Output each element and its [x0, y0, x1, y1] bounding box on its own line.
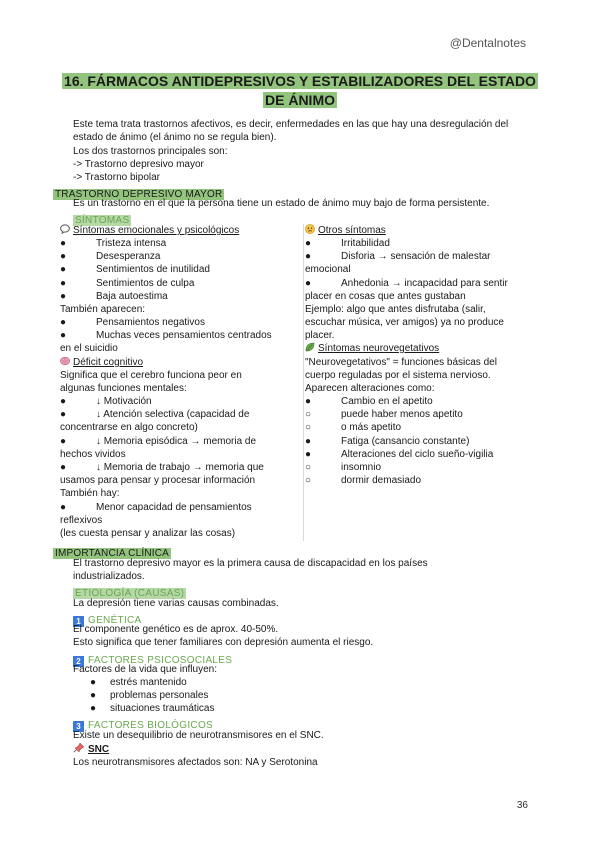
- worried-face-icon: [305, 224, 315, 234]
- emocionales-title: Síntomas emocionales y psicológicos: [60, 224, 239, 237]
- column-divider: [303, 224, 304, 541]
- list-item: ● Pensamientos negativos: [60, 317, 205, 328]
- page-title-line2: DE ÁNIMO: [265, 92, 335, 108]
- sub-list-item: ○ o más apetito: [305, 422, 402, 433]
- etiologia-desc: La depresión tiene varias causas combinadas.: [73, 598, 279, 609]
- intro-line-3: Los dos trastornos principales son:: [73, 146, 228, 157]
- deficit-desc-2: algunas funciones mentales:: [60, 383, 187, 394]
- intro-line-5: -> Trastorno bipolar: [73, 172, 160, 183]
- biologicos-line: Existe un desequilibrio de neurotransmisores en el SNC.: [73, 730, 324, 741]
- intro-line-2: estado de ánimo (el ánimo no se regula bien).: [73, 132, 277, 143]
- list-item: ● Cambio en el apetito: [305, 396, 433, 407]
- author-handle: @Dentalnotes: [449, 36, 526, 50]
- otros-title: Otros síntomas: [305, 224, 386, 237]
- speech-bubble-icon: [60, 224, 70, 234]
- sub-list-item: ○ insomnio: [305, 462, 382, 473]
- genetica-line-2: Esto significa que tener familiares con depresión aumenta el riesgo.: [73, 637, 374, 648]
- pushpin-icon: [73, 742, 85, 753]
- intro-line-4: -> Trastorno depresivo mayor: [73, 159, 204, 170]
- cuesta-note: (les cuesta pensar y analizar las cosas): [60, 528, 236, 539]
- snc-heading: SNC: [73, 742, 109, 756]
- list-item-continued: emocional: [305, 264, 351, 275]
- genetica-heading: 1 GENÉTICA: [73, 610, 142, 628]
- sub-list-item: ○ dormir demasiado: [305, 475, 422, 486]
- snc-line: Los neurotransmisores afectados son: NA y Serotonina: [73, 757, 318, 768]
- page-title-line1: 16. FÁRMACOS ANTIDEPRESIVOS Y ESTABILIZADORES DEL ESTADO: [64, 73, 536, 89]
- neuro-desc-2: cuerpo reguladas por el sistema nervioso.: [305, 370, 491, 381]
- list-item: ● problemas personales: [90, 690, 209, 701]
- list-item: ● Alteraciones del ciclo sueño-vigilia: [305, 449, 494, 460]
- tambien-hay: También hay:: [60, 488, 120, 499]
- section-heading-tdm: TRASTORNO DEPRESIVO MAYOR: [55, 189, 223, 200]
- list-item: ● Sentimientos de culpa: [60, 278, 195, 289]
- intro-line-1: Este tema trata trastornos afectivos, es decir, enfermedades en las que hay una desregulación del: [73, 119, 509, 130]
- list-item-continued: reflexivos: [60, 515, 103, 526]
- list-item: ● Sentimientos de inutilidad: [60, 264, 210, 275]
- importancia-line-2: industrializados.: [73, 571, 145, 582]
- section-heading-importancia: IMPORTANCIA CLÍNICA: [55, 548, 170, 559]
- list-item: ● Muchas veces pensamientos centrados: [60, 330, 272, 341]
- sub-list-item: ○ puede haber menos apetito: [305, 409, 463, 420]
- list-item: ● Desesperanza: [60, 251, 161, 262]
- list-item: ● Anhedonia → incapacidad para sentir: [305, 278, 508, 289]
- list-item-continued: usamos para pensar y procesar información: [60, 475, 256, 486]
- ejemplo-1: Ejemplo: algo que antes disfrutaba (salir,: [305, 304, 486, 315]
- ejemplo-2: escuchar música, ver amigos) ya no produce: [305, 317, 504, 328]
- sintomas-heading: SÍNTOMAS: [75, 215, 130, 226]
- neuro-title: Síntomas neurovegetativos: [305, 342, 439, 355]
- list-item: ● ↓ Motivación: [60, 396, 152, 407]
- ejemplo-3: placer.: [305, 330, 335, 341]
- neuro-desc-1: "Neurovegetativos" = funciones básicas del: [305, 357, 497, 368]
- list-item-continued: en el suicidio: [60, 343, 118, 354]
- psicosociales-heading: 2 FACTORES PSICOSOCIALES: [73, 650, 232, 668]
- list-item: ● Fatiga (cansancio constante): [305, 436, 470, 447]
- list-item: ● ↓ Memoria de trabajo → memoria que: [60, 462, 264, 473]
- neuro-desc-3: Aparecen alteraciones como:: [305, 383, 435, 394]
- deficit-title: Déficit cognitivo: [60, 356, 143, 369]
- list-item-continued: hechos vividos: [60, 449, 126, 460]
- number-badge: 2: [73, 656, 84, 667]
- deficit-desc-1: Significa que el cerebro funciona peor en: [60, 370, 242, 381]
- list-item: ● estrés mantenido: [90, 677, 187, 688]
- etiologia-heading: ETIOLOGÍA (CAUSAS): [75, 588, 185, 599]
- list-item: ● situaciones traumáticas: [90, 703, 215, 714]
- leaf-icon: [305, 342, 315, 352]
- brain-icon: [60, 356, 70, 366]
- list-item: ● ↓ Atención selectiva (capacidad de: [60, 409, 250, 420]
- genetica-line-1: El componente genético es de aprox. 40-50%.: [73, 624, 279, 635]
- tambien-aparecen: También aparecen:: [60, 304, 146, 315]
- psicosociales-intro: Factores de la vida que influyen:: [73, 664, 217, 675]
- list-item: ● Disforia → sensación de malestar: [305, 251, 491, 262]
- list-item: ● Tristeza intensa: [60, 238, 167, 249]
- tdm-description: Es un trastorno en el que la persona tiene un estado de ánimo muy bajo de forma persistente.: [73, 198, 490, 209]
- list-item-continued: placer en cosas que antes gustaban: [305, 291, 466, 302]
- list-item: ● Baja autoestima: [60, 291, 168, 302]
- list-item: ● ↓ Memoria episódica → memoria de: [60, 436, 257, 447]
- importancia-line-1: El trastorno depresivo mayor es la primera causa de discapacidad en los países: [73, 558, 428, 569]
- list-item: ● Menor capacidad de pensamientos: [60, 502, 252, 513]
- number-badge: 1: [73, 616, 84, 627]
- list-item: ● Irritabilidad: [305, 238, 390, 249]
- page-number: 36: [516, 800, 528, 811]
- biologicos-heading: 3 FACTORES BIOLÓGICOS: [73, 715, 213, 733]
- number-badge: 3: [73, 721, 84, 732]
- list-item-continued: concentrarse en algo concreto): [60, 422, 198, 433]
